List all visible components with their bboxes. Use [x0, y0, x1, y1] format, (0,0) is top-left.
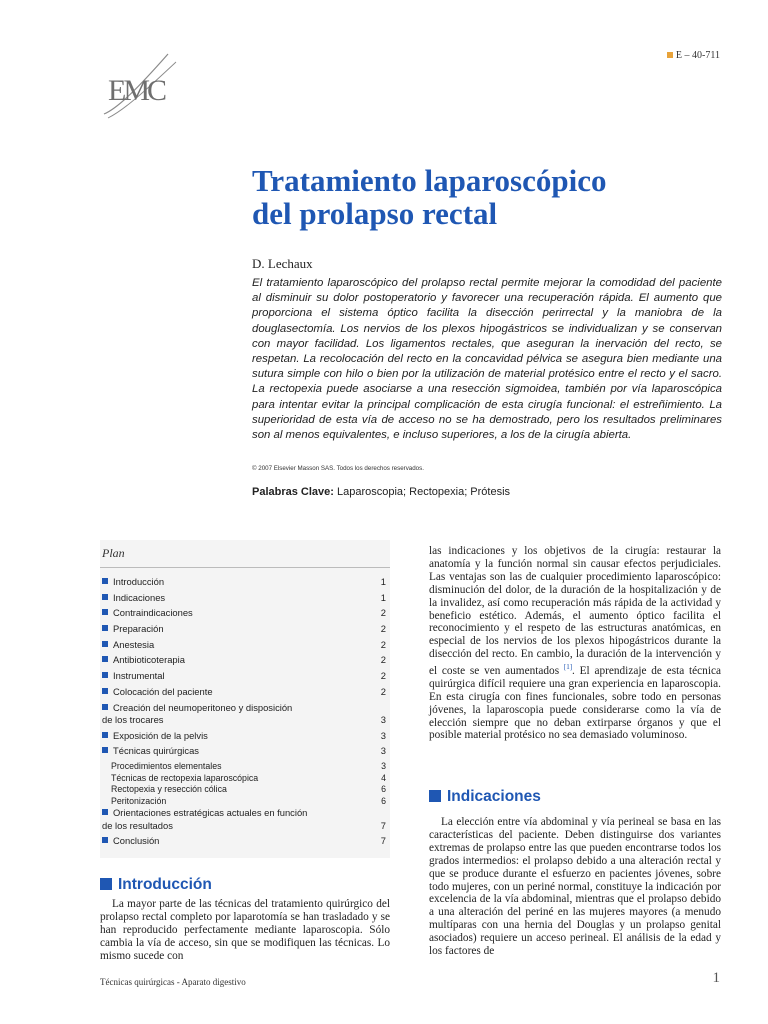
plan-item[interactable]	[102, 576, 388, 589]
blue-square-icon	[102, 747, 108, 753]
heading-text: Indicaciones	[447, 788, 541, 805]
plan-item-label: Exposición de la pelvis	[113, 729, 208, 741]
plan-item-label: Introducción	[113, 576, 165, 587]
plan-item[interactable]	[102, 796, 388, 808]
plan-item[interactable]	[102, 623, 388, 636]
introduction-paragraph: La mayor parte de las técnicas del tratamiento quirúrgico del prolapso rectal completo por laparotomía se han trasladado y se han reproducido perfectamente mediante laparoscopia. Sólo cambia la vía de acceso, sin que se modifiquen las técnicas. Lo mismo sucede con	[100, 898, 390, 962]
emc-logo	[98, 48, 178, 120]
plan-item[interactable]	[102, 835, 388, 848]
plan-item-page: 2	[380, 685, 386, 697]
plan-item-label: Técnicas de rectopexia laparoscópica	[111, 772, 259, 783]
footer-journal-section: Técnicas quirúrgicas - Aparato digestivo	[100, 977, 246, 987]
page-number: 1	[712, 970, 720, 986]
article-title	[252, 164, 722, 230]
blue-square-icon	[102, 656, 108, 662]
blue-square-icon	[102, 672, 108, 678]
blue-square-icon	[102, 641, 108, 647]
paragraph-part-b: . El aprendizaje de esta técnica quirúrgica difícil requiere una gran experiencia en laparoscopia. En esta cirugía con fines funcionales, sobre todo en personas jóvenes, la laparoscopia puede considerarse como la vía de elección siempre que no deban extirparse órganos y que el posible material protésico no sea demasiado voluminoso.	[429, 664, 721, 742]
title-line-1: Tratamiento laparoscópico	[252, 163, 607, 198]
plan-item-label: Instrumental	[113, 670, 165, 682]
plan-item-label: Indicaciones	[113, 591, 166, 603]
continued-paragraph	[429, 545, 721, 742]
svg-text:EMC: EMC	[108, 74, 165, 107]
plan-item[interactable]	[102, 639, 388, 652]
plan-item-label: Contraindicaciones	[113, 607, 193, 619]
plan-item-page: 4	[381, 772, 386, 783]
plan-item-label: Orientaciones estratégicas actuales en función	[113, 807, 308, 819]
plan-item[interactable]	[102, 773, 388, 785]
plan-item-label: Antibioticoterapia	[113, 654, 185, 666]
plan-item-page: 3	[380, 714, 386, 726]
plan-item-page: 3	[380, 729, 386, 741]
plan-item[interactable]	[102, 592, 388, 605]
plan-item-label-continued: de los resultados	[102, 819, 173, 831]
plan-box	[100, 540, 390, 858]
blue-square-icon	[102, 688, 108, 694]
plan-item[interactable]	[102, 670, 388, 683]
plan-divider	[100, 567, 390, 568]
plan-item-page: 6	[381, 784, 386, 795]
plan-item-page: 2	[380, 670, 386, 682]
blue-square-icon	[102, 809, 108, 815]
plan-item-page: 1	[380, 576, 386, 587]
plan-item-page: 3	[381, 761, 386, 772]
plan-item-label: Creación del neumoperitoneo y disposición	[113, 701, 293, 713]
plan-item-page: 6	[381, 795, 386, 806]
author: D. Lechaux	[252, 256, 313, 271]
orange-square-icon	[667, 52, 673, 58]
plan-item-label: Preparación	[113, 623, 164, 635]
keywords-label: Palabras Clave:	[252, 486, 334, 498]
blue-square-icon	[102, 578, 108, 584]
blue-square-icon	[102, 594, 108, 600]
plan-item[interactable]	[102, 654, 388, 667]
section-heading-introduccion	[100, 876, 212, 894]
reference-code: E – 40-711	[675, 50, 720, 61]
plan-item-label: Anestesia	[113, 638, 155, 650]
plan-item-label: Conclusión	[113, 835, 160, 847]
abstract: El tratamiento laparoscópico del prolapso rectal permite mejorar la comodidad del paciente al disminuir su dolor postoperatorio y favorecer una recuperación rápida. El aumento que proporciona el sistema óptico facilita la disección perirrectal y la maniobra de la douglasectomía. Los nervios de los plexos hipogástricos se individualizan y se conservan con mayor facilidad. Los ligamentos rectales, que aseguran la inervación del recto, se respetan. La recolocación del recto en la concavidad pélvica se asegura bien mediante una sutura simple con hilo o bien por la utilización de material protésico entre el recto y el sacro. La rectopexia puede asociarse a una resección sigmoidea, también por vía laparoscópica para intentar evitar la principal complicación de esta cirugía funcional: el estreñimiento. La superioridad de esta vía de acceso no se ha demostrado, pero los resultados preliminares son al menos equivalentes, e incluso superiores, a los de la cirugía abierta.	[252, 277, 722, 442]
plan-item-page: 7	[380, 819, 386, 831]
article-reference	[667, 50, 720, 61]
plan-item-page: 3	[380, 745, 386, 757]
plan-item-page: 7	[380, 835, 386, 847]
citation-link[interactable]: [1]	[563, 663, 573, 672]
plan-item[interactable]	[102, 807, 388, 832]
blue-square-icon	[102, 625, 108, 631]
plan-list	[102, 576, 388, 851]
blue-square-icon	[102, 704, 108, 710]
plan-item[interactable]	[102, 686, 388, 699]
plan-item-page: 2	[380, 623, 386, 635]
blue-square-icon	[100, 878, 112, 890]
plan-item-label: Rectopexia y resección cólica	[111, 784, 227, 795]
plan-item-page: 1	[380, 591, 386, 603]
plan-title: Plan	[102, 546, 125, 560]
heading-text: Introducción	[118, 876, 212, 893]
title-line-2: del prolapso rectal	[252, 196, 498, 231]
blue-square-icon	[429, 790, 441, 802]
plan-item[interactable]	[102, 784, 388, 796]
keywords-list: Laparoscopia; Rectopexia; Prótesis	[337, 486, 511, 498]
plan-item-label: Técnicas quirúrgicas	[113, 745, 199, 757]
plan-item-page: 2	[380, 638, 386, 650]
plan-item-label: Colocación del paciente	[113, 685, 213, 697]
plan-item-label-continued: de los trocares	[102, 714, 164, 726]
keywords	[252, 486, 510, 498]
plan-item-label: Peritonización	[111, 795, 167, 806]
plan-item[interactable]	[102, 745, 388, 758]
plan-item[interactable]	[102, 702, 388, 727]
blue-square-icon	[102, 732, 108, 738]
section-heading-indicaciones	[429, 788, 541, 806]
plan-item-page: 2	[380, 607, 386, 619]
copyright-notice: © 2007 Elsevier Masson SAS. Todos los derechos reservados.	[252, 465, 424, 472]
plan-item-label: Procedimientos elementales	[111, 761, 222, 772]
blue-square-icon	[102, 609, 108, 615]
blue-square-icon	[102, 837, 108, 843]
indicaciones-paragraph: La elección entre vía abdominal y vía perineal se basa en las características del paciente. Deben distinguirse dos variantes extremas de prolapso entre las que pueden encontrarse todos los grados intermedios: el prolapso debido a una alteración rectal y que se produce durante el esfuerzo en pacientes jóvenes, sobre todo mujeres, con un periné normal, constituye la indicación por excelencia de la vía abdominal, mientras que el prolapso debido a una alteración del periné en las mujeres mayores (a menudo multíparas con una hernia del Douglas y un prolapso genital asociados) requiere un acceso perineal. El análisis de la edad y los factores de	[429, 816, 721, 958]
plan-item[interactable]	[102, 761, 388, 773]
plan-item[interactable]	[102, 607, 388, 620]
plan-item[interactable]	[102, 730, 388, 743]
plan-item-page: 2	[380, 654, 386, 666]
paragraph-part-a: las indicaciones y los objetivos de la cirugía: restaurar la anatomía y la función normal sin causar efectos perjudiciales. Las ventajas son las de cualquier procedimiento laparoscópico: disminución del dolor, de la duración de la hospitalización y de la invalidez, así como recuperación más rápida de la actividad y beneficio estético. Además, el aumento óptico facilita el reconocimiento y el respeto de las estructuras anatómicas, en especial de los nervios de los plexos hipogástricos durante la disección del recto. En cambio, la duración de la intervención y el coste se ven aumentados	[429, 545, 721, 677]
